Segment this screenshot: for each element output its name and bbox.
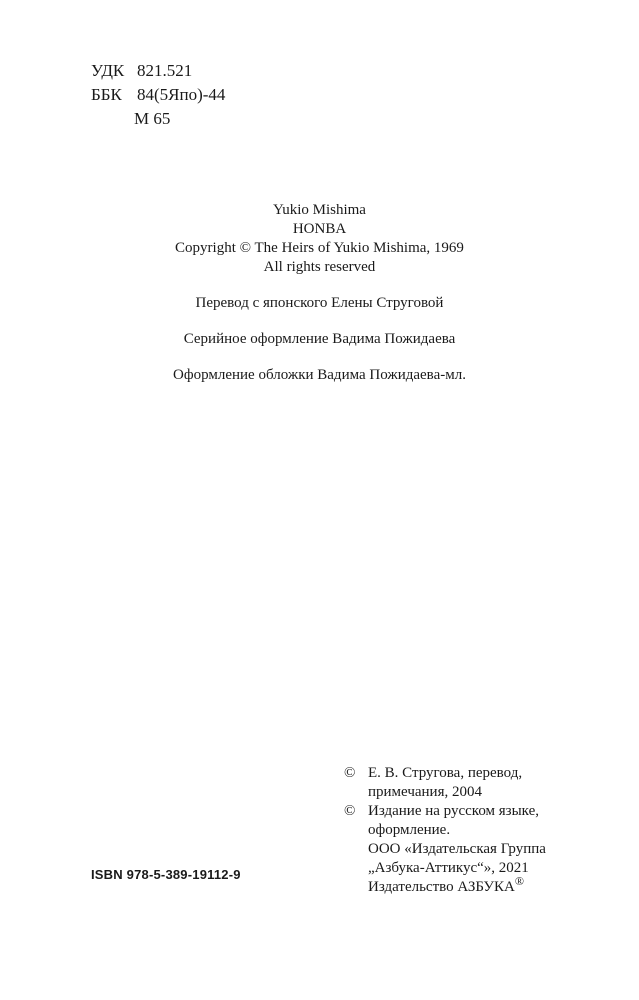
publisher-line: ООО «Издательская Группа xyxy=(368,841,546,857)
cover-design-credit: Оформление обложки Вадима Пожидаева-мл. xyxy=(173,367,466,383)
translator-copyright xyxy=(344,764,546,802)
author-name: Yukio Mishima xyxy=(273,202,366,218)
original-title: HONBA xyxy=(292,221,347,237)
publisher-copyright xyxy=(344,840,546,897)
translation-credit: Перевод с японского Елены Струговой xyxy=(195,295,444,311)
copyright-symbol: © xyxy=(344,803,356,819)
translator-copyright-line: Е. В. Стругова, перевод, xyxy=(368,765,523,781)
copyright-line: Copyright © The Heirs of Yukio Mishima, 1969 xyxy=(175,240,464,256)
copyright-symbol: © xyxy=(344,765,356,781)
publisher-line: „Азбука-Аттикус“», 2021 xyxy=(368,860,529,876)
publisher-imprint xyxy=(368,874,546,897)
copyright-notices xyxy=(344,764,546,897)
udk-row xyxy=(91,59,225,83)
series-design-credit: Серийное оформление Вадима Пожидаева xyxy=(183,331,456,347)
edition-copyright-line: оформление. xyxy=(368,822,451,838)
rights-line: All rights reserved xyxy=(263,259,376,275)
registered-mark: ® xyxy=(514,874,525,888)
udk-value: 821.521 xyxy=(137,61,193,80)
edition-copyright-line: Издание на русском языке, xyxy=(368,803,539,819)
author-mark-row xyxy=(91,107,225,131)
bbk-row xyxy=(91,83,225,107)
isbn-number: ISBN 978-5-389-19112-9 xyxy=(91,867,241,882)
bbk-value: 84(5Япо)-44 xyxy=(137,85,226,104)
bbk-label: ББК xyxy=(91,85,122,104)
library-classification xyxy=(91,59,225,131)
edition-copyright xyxy=(344,802,546,840)
credits-block xyxy=(0,201,639,385)
author-mark: М 65 xyxy=(134,109,171,128)
translator-copyright-line: примечания, 2004 xyxy=(368,784,482,800)
publisher-imprint-name: Издательство АЗБУКА xyxy=(368,879,515,895)
udk-label: УДК xyxy=(91,61,125,80)
